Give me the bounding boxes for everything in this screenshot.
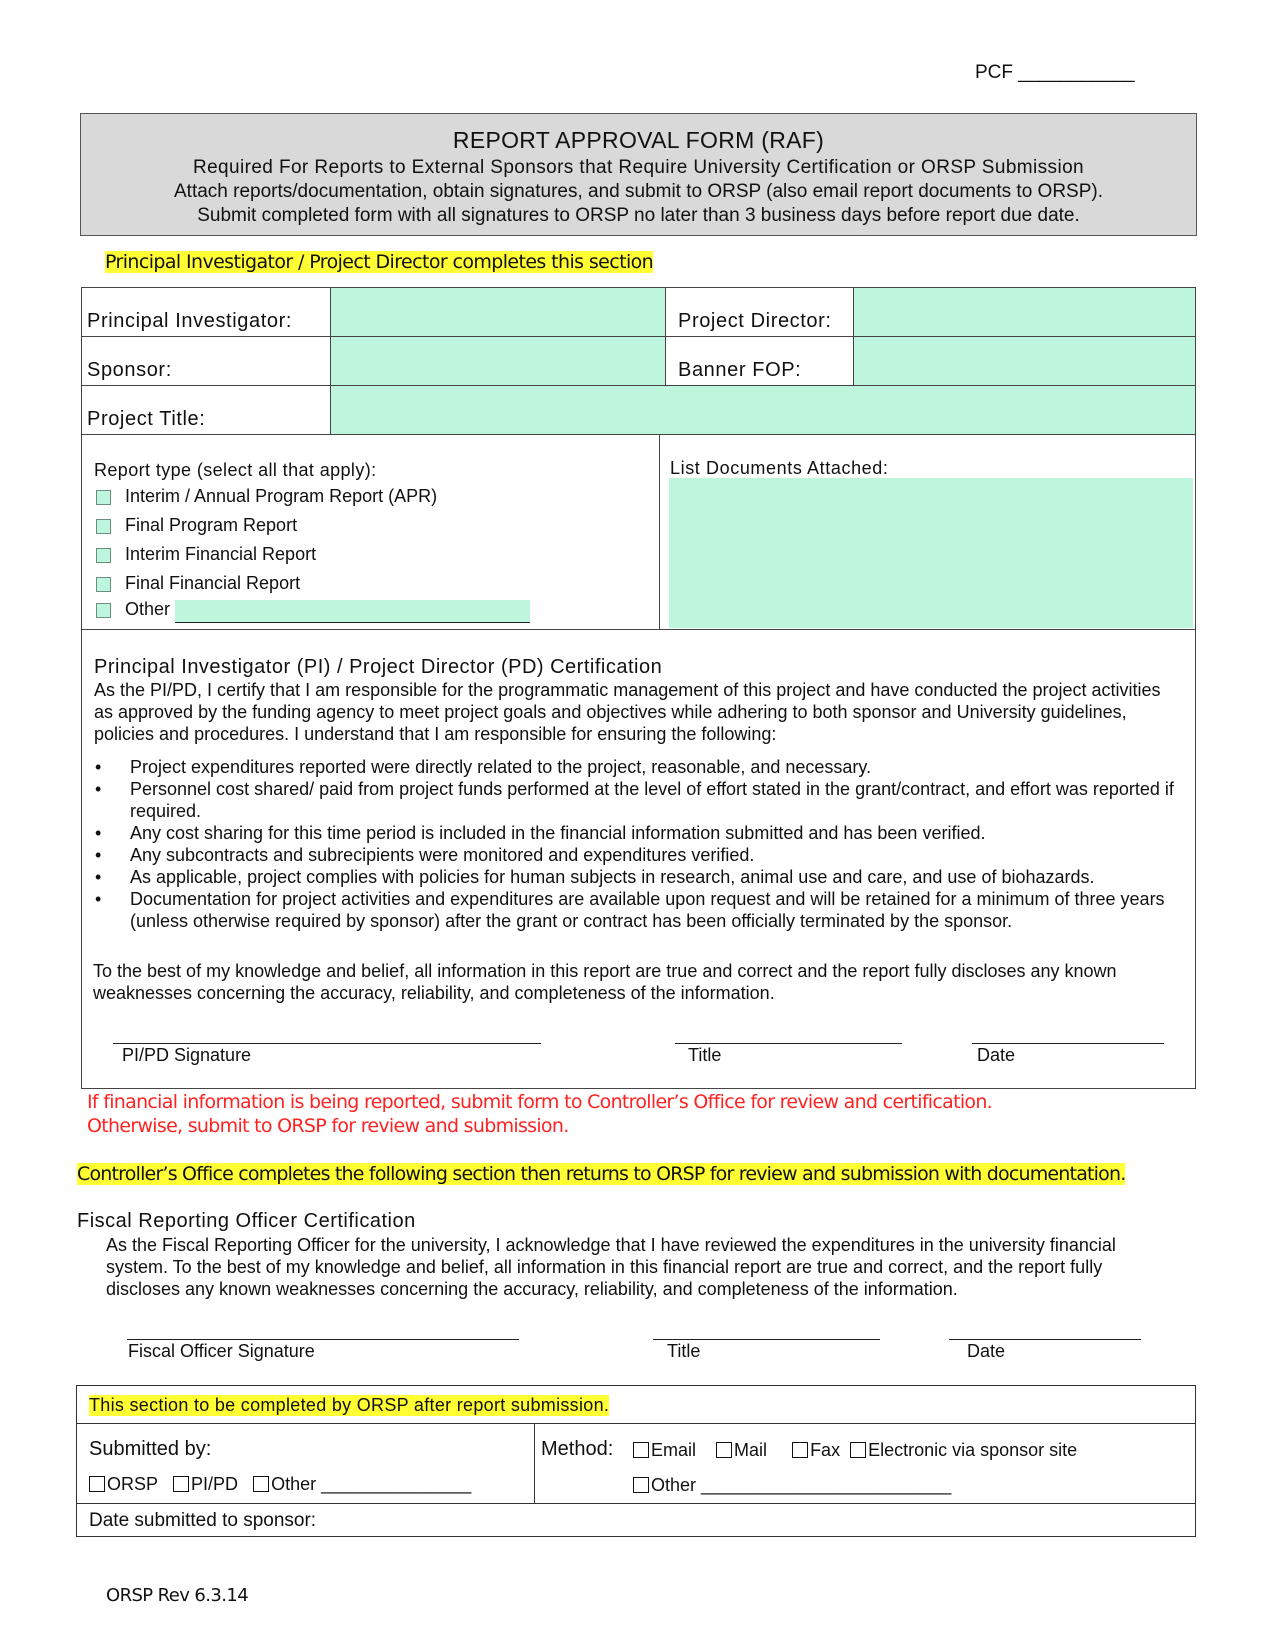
option-label: ORSP — [107, 1474, 159, 1494]
option-label: Interim / Annual Program Report (APR) — [125, 486, 438, 506]
bullet-item: • Documentation for project activities and expenditures are available upon request and will be retained for a minimum of three years (unless otherwise required by sponsor) after the grant or contract has been officially terminated by the sponsor. — [95, 888, 1175, 932]
pi-certification-closing: To the best of my knowledge and belief, all information in this report are true and correct and the report fully discloses any known weaknesses concerning the accuracy, reliability, and completeness of the information. — [93, 961, 1117, 1003]
pi-certification-intro: As the PI/PD, I certify that I am responsible for the programmatic management of this project and have conducted the project activities as approved by the funding agency to meet project goals and objectives while adhering to both sponsor and University guidelines, policies and procedures. I understand that I am responsible for ensuring the following: — [94, 680, 1161, 744]
pi-title-line[interactable] — [675, 1043, 902, 1044]
option-label: Email — [651, 1440, 697, 1460]
checkbox[interactable] — [792, 1442, 808, 1458]
fiscal-certification-body: As the Fiscal Reporting Officer for the university, I acknowledge that I have reviewed the expenditures in the university financial system. To the best of my knowledge and belief, all information in this financial report are true and correct, and the report fully discloses any known weaknesses concerning the accuracy, reliability, and completeness of the information. — [106, 1235, 1116, 1299]
checkbox[interactable] — [89, 1476, 105, 1492]
method-cell — [535, 1424, 1195, 1504]
option-label: Interim Financial Report — [125, 544, 317, 564]
principal-investigator-label: Principal Investigator: — [87, 310, 293, 332]
pi-section-heading: Principal Investigator / Project Director completes this section — [105, 251, 654, 273]
title-label-cell — [82, 386, 331, 434]
project-title-field[interactable] — [331, 386, 1195, 434]
submitted-by-pipd[interactable] — [173, 1474, 238, 1494]
report-type-option-final-financial[interactable] — [96, 573, 300, 594]
project-title-label: Project Title: — [87, 408, 206, 430]
fiscal-date-label: Date — [967, 1341, 1006, 1361]
option-label: Fax — [810, 1440, 841, 1460]
fiscal-date-line[interactable] — [949, 1339, 1141, 1340]
date-submitted-row — [77, 1504, 1195, 1536]
option-label: Other _________________________ — [651, 1475, 952, 1495]
option-label: Other — [125, 599, 171, 619]
method-other[interactable] — [633, 1475, 951, 1496]
checkbox[interactable] — [96, 603, 111, 618]
submitted-by-cell — [77, 1424, 535, 1504]
financial-notice-line-2: Otherwise, submit to ORSP for review and submission. — [87, 1115, 569, 1137]
checkbox[interactable] — [96, 490, 111, 505]
submitted-by-label: Submitted by: — [89, 1438, 212, 1460]
bullet-item: • As applicable, project complies with policies for human subjects in research, animal use and care, and use of biohazards. — [95, 866, 1175, 888]
revision-footer: ORSP Rev 6.3.14 — [106, 1585, 249, 1606]
pi-signature-line[interactable] — [113, 1043, 541, 1044]
option-label: Other _______________ — [271, 1474, 472, 1494]
banner-fop-label: Banner FOP: — [678, 359, 802, 381]
banner-fop-field[interactable] — [854, 337, 1195, 386]
report-type-section — [82, 434, 660, 630]
report-type-option-other[interactable] — [96, 599, 170, 620]
option-label: Mail — [734, 1440, 768, 1460]
documents-heading: List Documents Attached: — [670, 458, 889, 478]
orsp-section — [76, 1385, 1196, 1537]
option-label: PI/PD — [191, 1474, 239, 1494]
pi-date-line[interactable] — [972, 1043, 1164, 1044]
option-label: Final Program Report — [125, 515, 298, 535]
report-type-option-interim-financial[interactable] — [96, 544, 316, 565]
orsp-heading-row — [77, 1386, 1195, 1424]
submitted-by-other[interactable] — [253, 1474, 471, 1494]
checkbox[interactable] — [96, 577, 111, 592]
controller-section-heading: Controller’s Office completes the following section then returns to ORSP for review and submission with documentation. — [77, 1163, 1126, 1185]
checkbox[interactable] — [96, 519, 111, 534]
submitted-by-orsp[interactable] — [89, 1474, 158, 1494]
checkbox[interactable] — [96, 548, 111, 563]
method-label: Method: — [541, 1438, 614, 1460]
option-label: Electronic via sponsor site — [868, 1440, 1078, 1460]
pi-label-cell — [82, 288, 331, 337]
fiscal-title-line[interactable] — [653, 1339, 880, 1340]
sponsor-label: Sponsor: — [87, 359, 172, 381]
method-email[interactable] — [633, 1440, 696, 1460]
bullet-item: • Any subcontracts and subrecipients were monitored and expenditures verified. — [95, 844, 1175, 866]
fiscal-title-label: Title — [667, 1341, 701, 1361]
pd-label-cell — [666, 288, 854, 337]
checkbox[interactable] — [173, 1476, 189, 1492]
form-title: REPORT APPROVAL FORM (RAF) — [452, 127, 825, 153]
pi-title-label: Title — [688, 1045, 722, 1065]
checkbox[interactable] — [850, 1442, 866, 1458]
header-line-3: Submit completed form with all signatures to ORSP no later than 3 business days before report due date. — [197, 205, 1080, 226]
sponsor-label-cell — [82, 337, 331, 386]
header-line-1: Required For Reports to External Sponsors that Require University Certification or ORSP Submission — [192, 157, 1085, 178]
fiscal-signature-line[interactable] — [127, 1339, 519, 1340]
bullet-item: • Any cost sharing for this time period is included in the financial information submitted and has been verified. — [95, 822, 1175, 844]
checkbox[interactable] — [633, 1442, 649, 1458]
project-director-field[interactable] — [854, 288, 1195, 337]
orsp-section-heading: This section to be completed by ORSP after report submission. — [89, 1395, 610, 1415]
sponsor-field[interactable] — [331, 337, 666, 386]
method-fax[interactable] — [792, 1440, 840, 1460]
other-report-type-field[interactable] — [175, 600, 530, 623]
principal-investigator-field[interactable] — [331, 288, 666, 337]
method-options — [633, 1440, 1077, 1461]
report-type-option-final-program[interactable] — [96, 515, 297, 536]
report-type-option-apr[interactable] — [96, 486, 437, 507]
fiscal-signature-label: Fiscal Officer Signature — [128, 1341, 315, 1361]
submitted-by-options — [89, 1474, 471, 1495]
checkbox[interactable] — [633, 1477, 649, 1493]
report-type-heading: Report type (select all that apply): — [94, 460, 377, 480]
pi-signature-label: PI/PD Signature — [122, 1045, 252, 1065]
fiscal-certification-heading: Fiscal Reporting Officer Certification — [77, 1210, 416, 1232]
pi-date-label: Date — [977, 1045, 1016, 1065]
pi-certification-heading: Principal Investigator (PI) / Project Director (PD) Certification — [94, 656, 663, 678]
documents-attached-field[interactable] — [669, 478, 1193, 628]
option-label: Final Financial Report — [125, 573, 301, 593]
documents-section — [660, 434, 1195, 630]
bullet-item: • Project expenditures reported were directly related to the project, reasonable, and necessary. — [95, 756, 1175, 778]
checkbox[interactable] — [716, 1442, 732, 1458]
method-electronic[interactable] — [850, 1440, 1077, 1460]
financial-notice-line-1: If financial information is being reported, submit form to Controller’s Office for review and certification. — [87, 1091, 993, 1113]
certification-bullets — [95, 756, 1175, 932]
date-submitted-label: Date submitted to sponsor: — [89, 1510, 317, 1531]
method-mail[interactable] — [716, 1440, 767, 1460]
project-director-label: Project Director: — [678, 310, 832, 332]
form-header — [80, 113, 1197, 236]
header-line-2: Attach reports/documentation, obtain signatures, and submit to ORSP (also email report documents to ORSP). — [174, 181, 1103, 202]
checkbox[interactable] — [253, 1476, 269, 1492]
pcf-number: PCF ___________ — [975, 62, 1135, 83]
project-info-table — [81, 287, 1196, 435]
bullet-item: • Personnel cost shared/ paid from project funds performed at the level of effort stated in the grant/contract, and effort was reported if required. — [95, 778, 1175, 822]
fop-label-cell — [666, 337, 854, 386]
